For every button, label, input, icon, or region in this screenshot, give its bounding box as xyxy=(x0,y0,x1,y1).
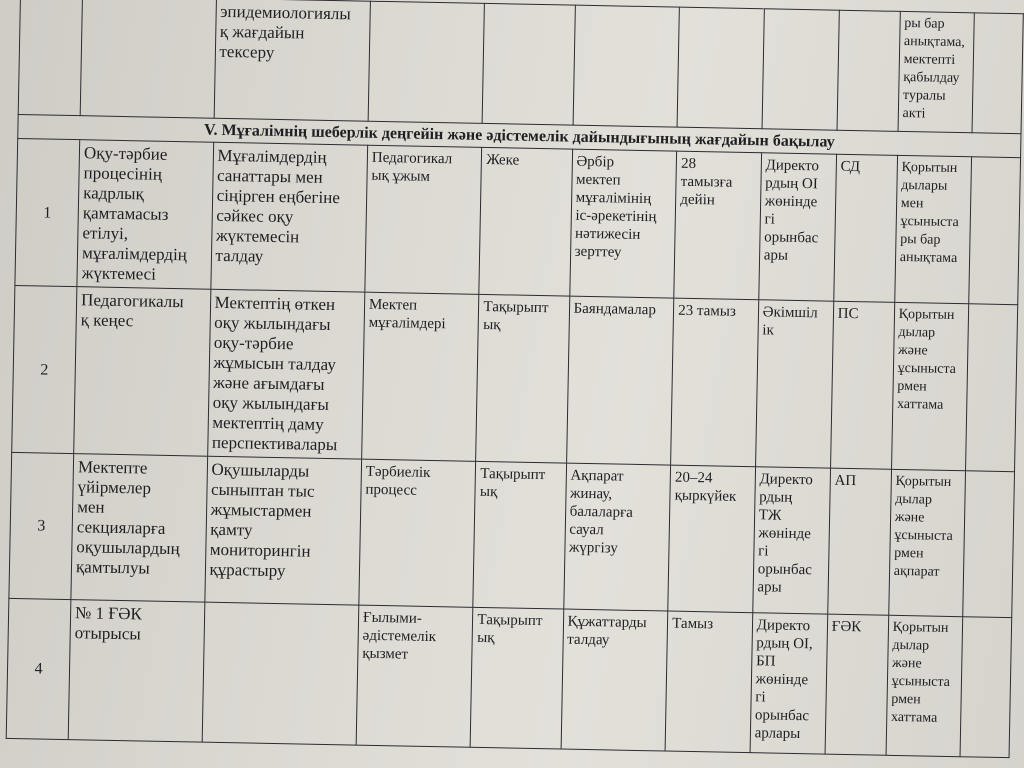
cell xyxy=(214,0,371,121)
cell: Әрбір мектеп мұғалімінің іс-әрекетінің нәтижесін зерттеу xyxy=(569,149,676,298)
cell: Тамыз xyxy=(665,611,752,753)
cell: Жеке xyxy=(479,147,572,296)
cell: ҒӘК xyxy=(825,614,889,755)
cell: Құжаттарды талдау xyxy=(561,609,668,751)
cell: Тақырыпт ық xyxy=(471,607,564,749)
cell: Оқу-тәрбие процесінің кадрлық қамтамасыз етілуі, мұғалімдердің жүктемесі xyxy=(77,140,213,290)
cell: Баяндамалар xyxy=(566,296,674,465)
cell: Тақырыпт ық xyxy=(473,461,566,609)
cell xyxy=(965,304,1017,472)
cell: Қорытын дылар және ұсыныста рмен хаттама xyxy=(886,615,963,756)
cell-text: эпидемиологиялы қ жағдайын тексеру xyxy=(219,1,351,62)
row-number: 4 xyxy=(6,598,71,739)
cell: Тақырыпт ық xyxy=(476,294,569,463)
cell: Қорытын дылар және ұсыныста рмен хаттама xyxy=(891,302,968,470)
row-number: 2 xyxy=(12,285,77,453)
cell: Ақпарат жинау, балаларға сауал жүргізу xyxy=(563,463,670,611)
cell-text: ры бар анықтама, мектепті қабылдау туралы акті xyxy=(902,15,966,122)
cell: АП xyxy=(827,468,891,615)
table-row xyxy=(9,452,1015,617)
cell xyxy=(837,10,900,131)
cell xyxy=(202,602,359,745)
cell: 20–24 қыркүйек xyxy=(668,465,755,613)
row-number: 3 xyxy=(9,452,74,599)
table-row-top xyxy=(18,0,1023,134)
cell xyxy=(677,7,764,129)
cell xyxy=(762,9,839,130)
table-row xyxy=(15,138,1021,304)
cell: Ғылыми- әдістемелік қызмет xyxy=(356,605,473,747)
cell: Қорытын дылары мен ұсыныста ры бар анықтама xyxy=(894,155,971,303)
plan-table-sheet xyxy=(6,0,1024,758)
cell xyxy=(483,3,575,125)
cell: Мектеп мұғалімдері xyxy=(362,292,480,461)
cell: Қорытын дылар және ұсыныста рмен ақпарат xyxy=(888,469,965,616)
table-row xyxy=(6,598,1012,757)
cell: Оқушыларды сыныптан тыс жұмыстармен қамту мониторингін құрастыру xyxy=(204,456,361,605)
cell: Директо рдың ТЖ жөнінде гі орынбас ары xyxy=(752,467,830,614)
cell xyxy=(368,1,485,123)
cell: Директо рдың ОІ, БП жөнінде гі орынбас арлары xyxy=(750,613,828,754)
cell xyxy=(963,471,1015,618)
plan-table xyxy=(6,0,1024,758)
cell: Мұғалімдердің санаттары мен сіңірген еңбегіне сәйкес оқу жүктемесін талдау xyxy=(210,142,367,292)
cell xyxy=(960,617,1012,758)
cell xyxy=(969,157,1021,305)
cell: № 1 ҒӘК отырысы xyxy=(68,600,204,743)
row-number: 1 xyxy=(15,138,80,286)
cell: 23 тамыз xyxy=(671,298,759,467)
cell: Мектептің өткен оқу жылындағы оқу-тәрбие жұмысын талдау және ағымдағы оқу жылындағы мектептің даму перспективалары xyxy=(207,289,365,459)
cell: СД xyxy=(833,154,897,302)
cell xyxy=(898,11,975,132)
cell xyxy=(80,0,216,118)
cell: Педагогикал ық ұжым xyxy=(365,145,482,294)
cell xyxy=(573,5,680,127)
cell: Әкімшіл ік xyxy=(755,300,833,468)
table-row xyxy=(12,285,1018,471)
cell: ПС xyxy=(830,301,894,469)
cell: 28 тамызға дейін xyxy=(674,151,761,300)
cell: Педагогикалы қ кеңес xyxy=(74,287,211,457)
cell: Директо рдың ОІ жөнінде гі орынбас ары xyxy=(758,153,836,301)
cell xyxy=(972,13,1023,134)
section-title: V. Мұғалімнің шеберлік деңгейін және әдістемелік дайындығының жағдайын бақылау xyxy=(18,114,1021,157)
cell xyxy=(18,0,82,116)
cell: Мектепте үйірмелер мен секцияларға оқушылардың қамтылуы xyxy=(71,454,207,603)
cell: Тәрбиелік процесс xyxy=(359,459,476,607)
